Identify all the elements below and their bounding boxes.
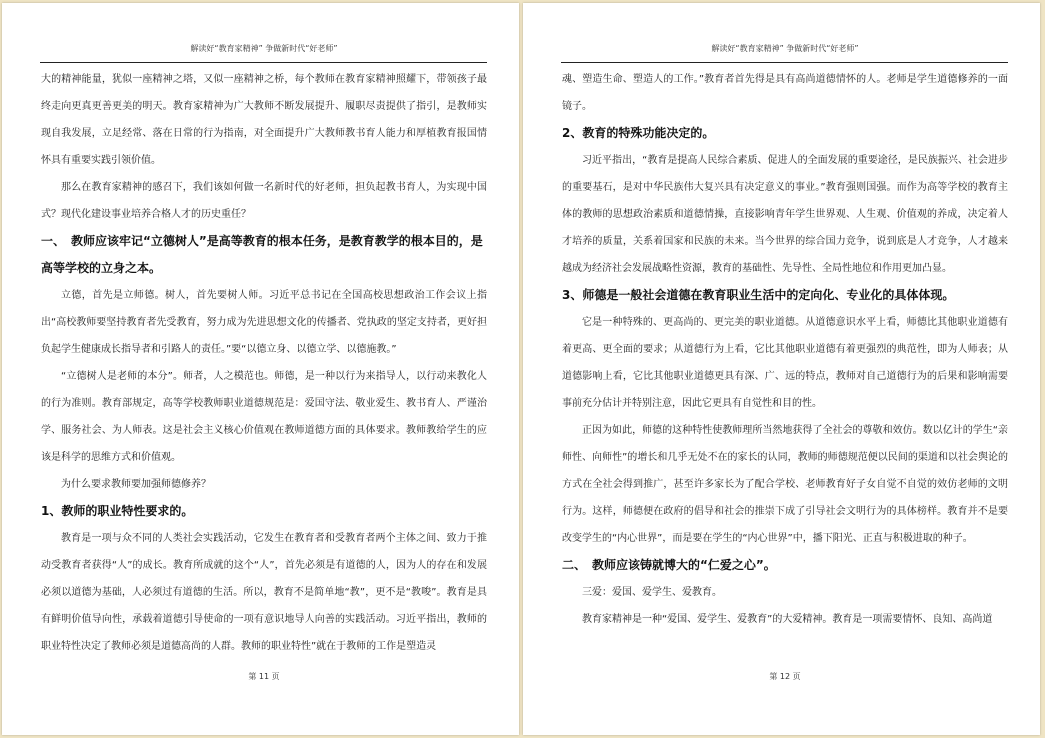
page-header: 解读好“教育家精神” 争做新时代“好老师” (711, 44, 859, 53)
body-paragraph: 它是一种特殊的、更高尚的、更完美的职业道德。从道德意识水平上看，师德比其他职业道德有着更高、更全面的要求；从道德行为上看，它比其他职业道德有着更强烈的典范性，即为人师表；从道德影响上看，它比其他职业道德更具有深、广、远的特点，教师对自己道德行为的后果和影响需要事前充分估计并特别注意，因此它更具有自觉性和目的性。 (562, 317, 1008, 409)
body-paragraph: 那么在教育家精神的感召下，我们该如何做一名新时代的好老师，担负起教书育人，为实现中国式？现代化建设事业培养合格人才的历史重任？ (41, 182, 487, 220)
body-paragraph: 习近平指出，“教育是提高人民综合素质、促进人的全面发展的重要途径，是民族振兴、社会进步的重要基石，是对中华民族伟大复兴具有决定意义的事业。”教育强则国强。而作为高等学校的教育主体的教师的思想政治素质和道德情操，直接影响青年学生世界观、人生观、价值观的养成，决定着人才培养的质量，关系着国家和民族的未来。当今世界的综合国力竞争，说到底是人才竞争，人才越来越成为经济社会发展战略性资源，教育的基础性、先导性、全局性地位和作用更加凸显。 (562, 155, 1008, 274)
document-page-12 (523, 3, 1040, 735)
page-number: 第 12 页 (769, 672, 801, 681)
body-paragraph: 正因为如此，师德的这种特性使教师理所当然地获得了全社会的尊敬和效仿。数以亿计的学生“亲师性、向师性”的增长和几乎无处不在的家长的认同，教师的师德规范便以民间的渠道和以社会舆论的方式在全社会得到推广，甚至许多家长为了配合学校、老师教育好子女自觉不自觉的效仿老师的文明行为。这样，师德便在政府的倡导和社会的推崇下成了引导社会文明行为的具体榜样。教育并不是要改变学生的“内心世界”，而是要在学生的“内心世界”中，播下阳光、正直与积极进取的种子。 (562, 425, 1008, 544)
section-heading: 1、教师的职业特性要求的。 (41, 504, 194, 518)
body-paragraph: 教育是一项与众不同的人类社会实践活动，它发生在教育者和受教育者两个主体之间、致力于推动受教育者获得“人”的成长。教育所成就的这个“人”，首先必须是有道德的人，因为人的存在和发展必须以道德为基础，人必须过有道德的生活。所以，教育不是简单地“教”，更不是“教唆”。教育是具有鲜明价值导向性，承载着道德引导使命的一项有意识地导人向善的实践活动。习近平指出，教师的职业特性决定了教师必须是道德高尚的人群。教师的职业特性”就在于教师的工作是塑造灵 (41, 533, 487, 652)
body-paragraph: 魂、塑造生命、塑造人的工作。”教育者首先得是具有高尚道德情怀的人。老师是学生道德修养的一面镜子。 (562, 74, 1008, 112)
body-paragraph: 大的精神能量，犹似一座精神之塔，又似一座精神之桥，每个教师在教育家精神照耀下，带领孩子最终走向更真更善更美的明天。教育家精神为广大教师不断发展提升、履职尽责提供了指引，是教师实现自我发展，立足经常、落在日常的行为指南，对全面提升广大教师教书育人能力和厚植教育报国情怀具有重要实践引领价值。 (41, 74, 487, 166)
body-paragraph: 教育家精神是一种“爱国、爱学生、爱教育”的大爱精神。教育是一项需要情怀、良知、高尚道 (582, 614, 993, 625)
page-number: 第 11 页 (248, 672, 280, 681)
section-heading: 2、教育的特殊功能决定的。 (562, 126, 715, 140)
body-paragraph: 立德，首先是立师德。树人，首先要树人师。习近平总书记在全国高校思想政治工作会议上指出“高校教师要坚持教育者先受教育，努力成为先进思想文化的传播者、党执政的坚定支持者，更好担负起学生健康成长指导者和引路人的责任。”要“以德立身、以德立学、以德施教。” (41, 290, 487, 355)
section-heading: 二、 教师应该铸就博大的“仁爱之心”。 (562, 558, 776, 572)
body-paragraph: “立德树人是老师的本分”。师者，人之模范也。师德，是一种以行为来指导人，以行动来教化人的行为准则。教育部规定，高等学校教师职业道德规范是：爱国守法、敬业爱生、教书育人、严谨治学、服务社会、为人师表。这是社会主义核心价值观在教师道德方面的具体要求。教师教给学生的应该是科学的思维方式和价值观。 (41, 371, 487, 463)
page-content (41, 66, 487, 662)
section-heading: 一、 教师应该牢记“立德树人”是高等教育的根本任务，是教育教学的根本目的，是高等学校的立身之本。 (41, 234, 483, 275)
page-content (562, 66, 1008, 662)
document-page-11 (2, 3, 519, 735)
section-heading: 3、师德是一般社会道德在教育职业生活中的定向化、专业化的具体体现。 (562, 288, 955, 302)
header-divider (561, 62, 1008, 63)
body-paragraph: 三爱：爱国、爱学生、爱教育。 (582, 587, 722, 598)
page-header: 解读好“教育家精神” 争做新时代“好老师” (190, 44, 338, 53)
header-divider (40, 62, 487, 63)
body-paragraph: 为什么要求教师要加强师德修养？ (61, 479, 211, 490)
